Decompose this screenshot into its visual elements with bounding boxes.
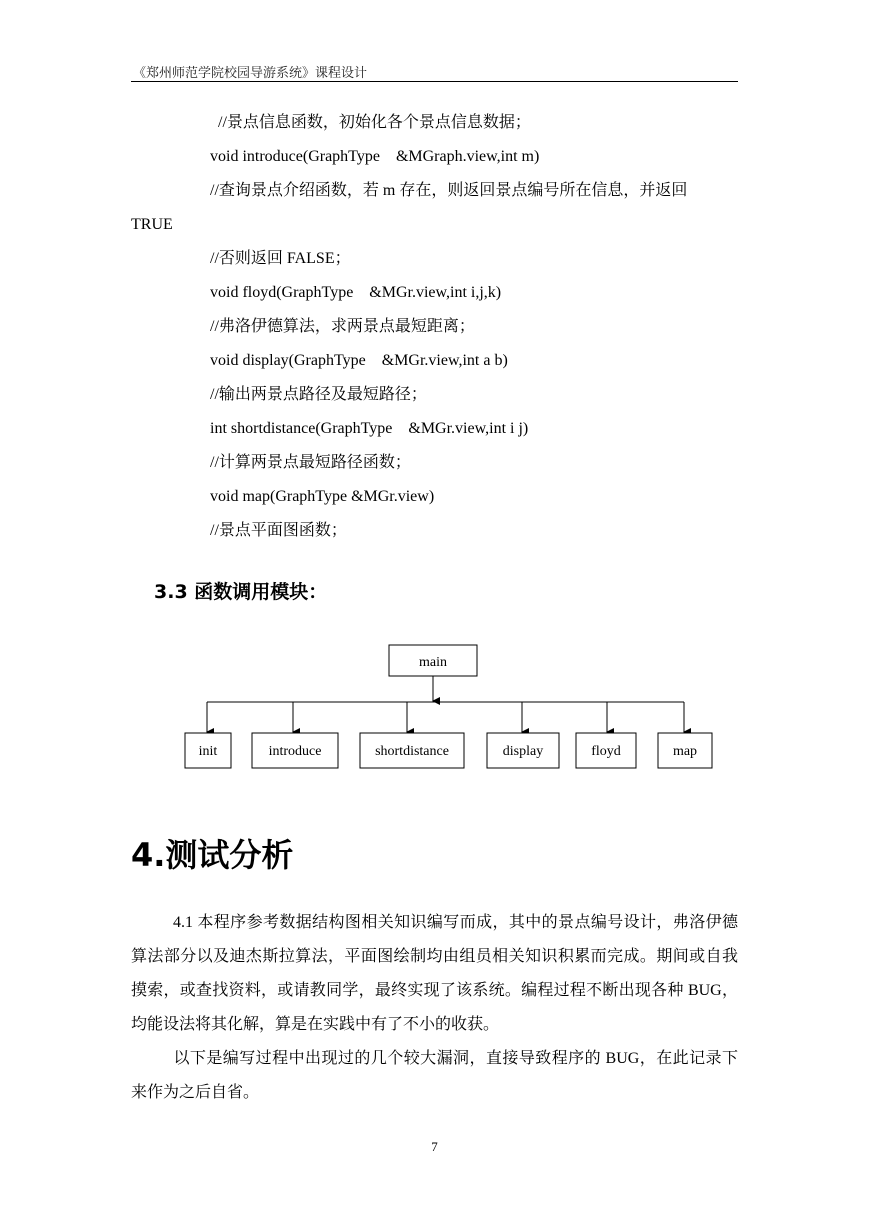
code-display-signature: void display(GraphType &MGr.view,int a b) (210, 352, 508, 369)
code-floyd-signature: void floyd(GraphType &MGr.view,int i,j,k) (210, 284, 502, 301)
root-node-label: main (419, 655, 447, 670)
code-introduce-signature: void introduce(GraphType &MGraph.view,int m) (210, 148, 540, 165)
section-heading: 3.3 函数调用模块： (154, 581, 328, 603)
code-comment-map: //景点平面图函数； (210, 522, 347, 539)
root-node (389, 645, 477, 676)
running-header: 《郑州师范学院校园导游系统》课程设计 (133, 65, 368, 80)
child-node-label: init (198, 744, 218, 759)
code-comment-false: //否则返回 FALSE； (210, 250, 351, 267)
code-comment-display: //输出两景点路径及最短路径； (210, 386, 427, 403)
code-comment-floyd: //弗洛伊德算法，求两景点最短距离； (210, 318, 475, 335)
child-node-label: map (672, 744, 698, 759)
code-comment-init: //景点信息函数，初始化各个景点信息数据； (218, 114, 531, 131)
child-node-label: introduce (268, 744, 322, 759)
child-node-label: shortdistance (375, 744, 449, 759)
page-number: 7 (431, 1139, 438, 1154)
paragraph-2 (131, 1042, 738, 1110)
chapter-heading: 4.测试分析 (131, 836, 294, 874)
paragraph-1 (131, 906, 738, 1042)
code-comment-introduce: //查询景点介绍函数，若 m 存在，则返回景点编号所在信息，并返回 (210, 182, 688, 199)
child-node-label: display (502, 744, 544, 759)
code-map-signature: void map(GraphType &MGr.view) (210, 488, 435, 505)
header-rule (131, 81, 738, 82)
paragraph-2-text: 以下是编写过程中出现过的几个较大漏洞，直接导致程序的 BUG，在此记录下来作为之后自省。 (131, 1050, 738, 1101)
code-comment-shortdistance: //计算两景点最短路径函数； (210, 454, 411, 471)
code-shortdistance-signature: int shortdistance(GraphType &MGr.view,int i j) (210, 420, 529, 437)
code-comment-introduce-cont: TRUE (131, 216, 173, 233)
call-diagram (0, 630, 869, 790)
child-node-label: floyd (591, 744, 621, 759)
paragraph-1-text: 4.1 本程序参考数据结构图相关知识编写而成，其中的景点编号设计，弗洛伊德算法部分以及迪杰斯拉算法，平面图绘制均由组员相关知识积累而完成。期间或自我摸索，或查找资料，或请教同学，最终实现了该系统。编程过程不断出现各种 BUG，均能设法将其化解，算是在实践中有了不小的收获。 (131, 914, 738, 1033)
